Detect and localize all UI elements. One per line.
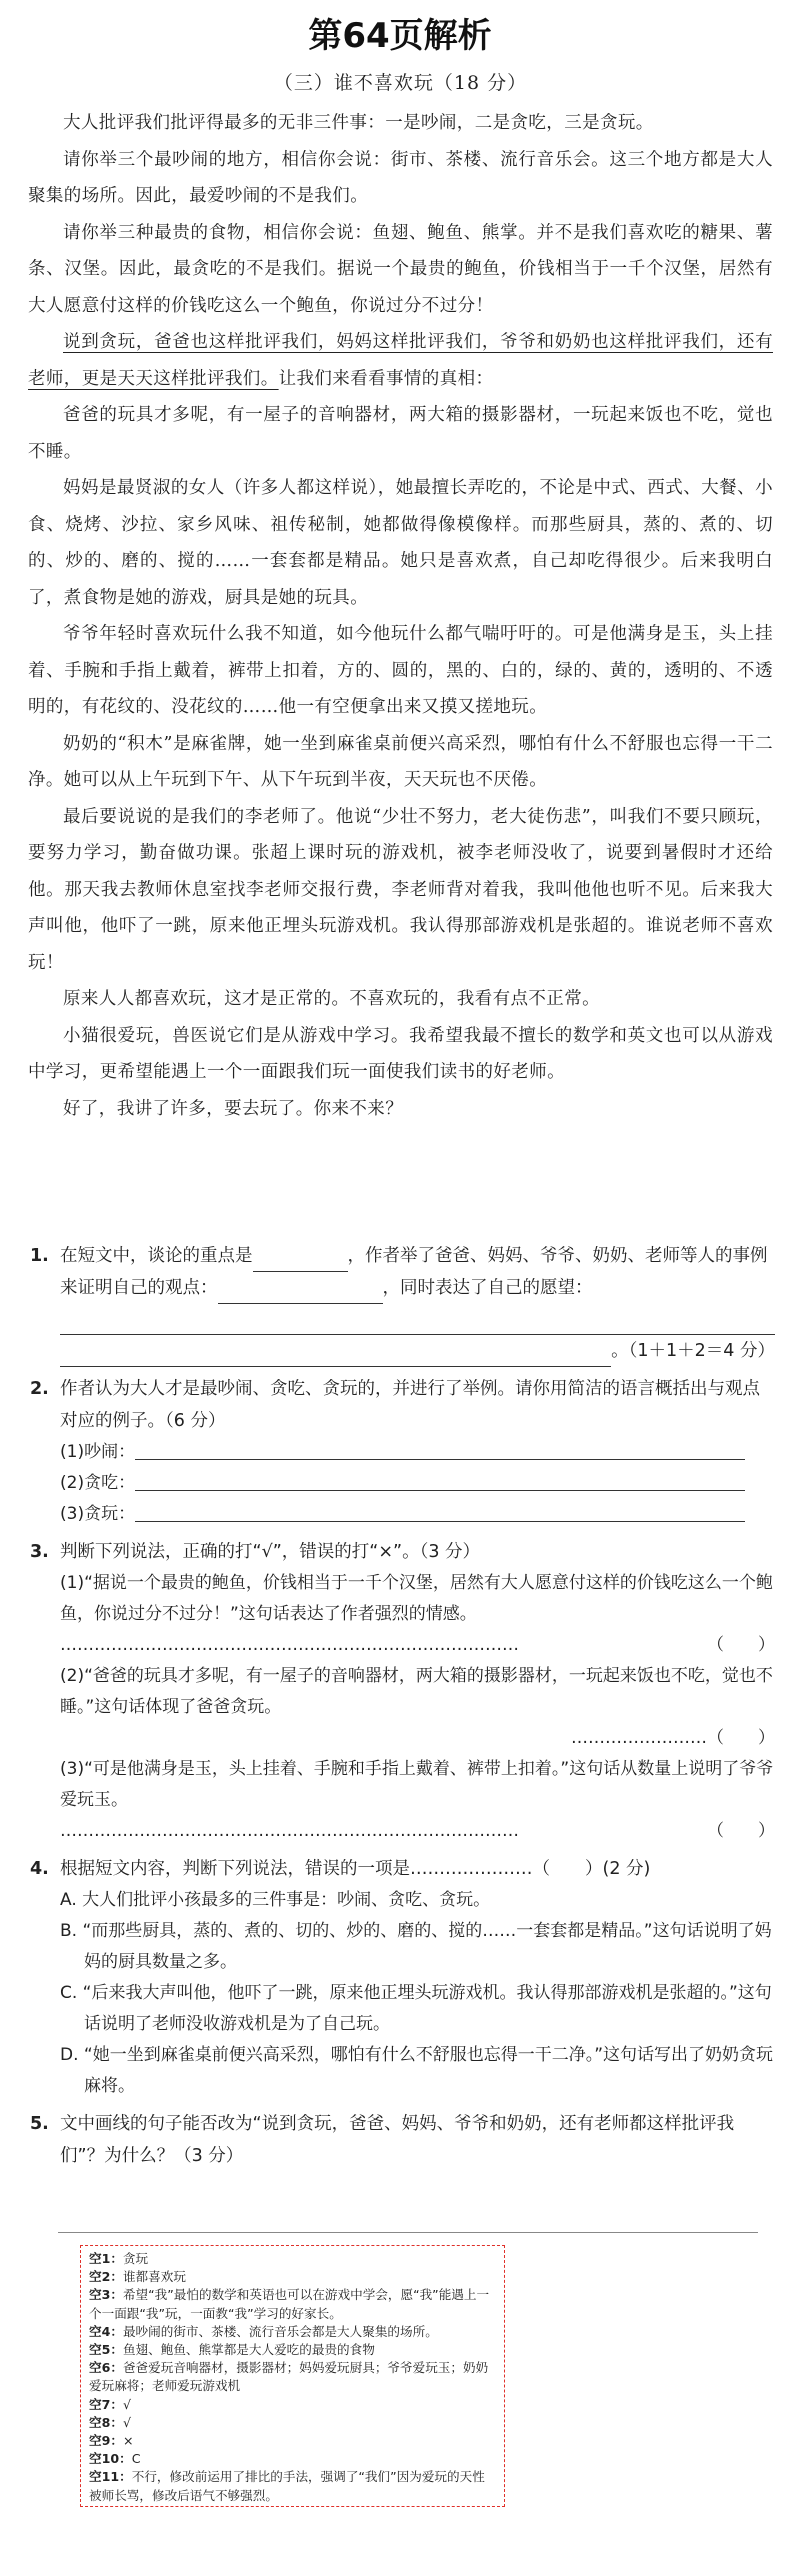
option-b[interactable]: B. “而那些厨具，蒸的、煮的、切的、炒的、磨的、搅的……一套套都是精品。”这句话说明了妈妈的厨具数量之多。 [60,1921,772,1972]
paragraph: 奶奶的“积木”是麻雀牌，她一坐到麻雀桌前便兴高采烈，哪怕有什么不舒服也忘得一干二净。她可以从上午玩到下午、从下午玩到半夜，天天玩也不厌倦。 [28,733,773,790]
answer-paren[interactable]: （ ）(2 分) [532,1859,651,1879]
option-c[interactable]: C. “后来我大声叫他，他吓了一跳，原来他正埋头玩游戏机。我认得那部游戏机是张超的。”这句话说明了老师没收游戏机是为了自己玩。 [60,1983,772,2034]
answer-key-box [80,2245,505,2507]
answer-item: 空8：√ [89,2414,131,2430]
answer-item: 空1：贪玩 [89,2251,149,2266]
question-text: 判断下列说法，正确的打“√”，错误的打“×”。（3 分） [60,1542,481,1562]
question-text: ，作者举了爸爸、妈妈、爷爷、奶奶、老师等人的事例来证明自己的观点： [60,1246,768,1298]
question-4 [30,1853,775,2102]
paragraph: 爷爷年轻时喜欢玩什么我不知道，如今他玩什么都气喘吁吁的。可是他满身是玉，头上挂着、手腕和手指上戴着，裤带上扣着，方的、圆的，黑的、白的，绿的、黄的，透明的、不透明的，有花纹的、没花纹的……他一有空便拿出来又摸又搓地玩。 [28,624,773,717]
page-title: 第64页解析 [308,16,492,56]
questions-section [30,1240,775,2178]
paragraph: 原来人人都喜欢玩，这才是正常的。不喜欢玩的，我看有点不正常。 [63,989,600,1009]
answer-item: 空4：最吵闹的街市、茶楼、流行音乐会都是大人聚集的场所。 [89,2323,438,2339]
question-2 [30,1373,775,1530]
sub-item: (2)“爸爸的玩具才多呢，有一屋子的音响器材，两大箱的摄影器材，一玩起来饭也不吃，觉也不睡。”这句话体现了爸爸贪玩。 [60,1666,773,1717]
paragraph: 最后要说说的是我们的李老师了。他说“少壮不努力，老大徒伤悲”，叫我们不要只顾玩，要努力学习，勤奋做功课。张超上课时玩的游戏机，被李老师没收了，说要到暑假时才还给他。那天我去教师休息室找李老师交报行费，李老师背对着我，我叫他他也听不见。后来我大声叫他，他吓了一跳，原来他正埋头玩游戏机。我认得那部游戏机是张超的。谁说老师不喜欢玩！ [28,806,773,973]
sub-item-label: (3)贪玩： [60,1504,136,1524]
answer-blank[interactable] [253,1249,348,1272]
paragraph: 妈妈是最贤淑的女人（许多人都这样说），她最擅长弄吃的，不论是中式、西式、大餐、小食、烧烤、沙拉、家乡风味、祖传秘制，她都做得像模像样。而那些厨具，蒸的、煮的、切的、炒的、磨的、搅的……一套套都是精品。她只是喜欢煮，自己却吃得很少。后来我明白了，煮食物是她的游戏，厨具是她的玩具。 [28,478,773,608]
answer-item: 空7：√ [89,2396,131,2412]
option-a[interactable]: A. 大人们批评小孩最多的三件事是：吵闹、贪吃、贪玩。 [60,1890,491,1910]
paragraph: 请你举三个最吵闹的地方，相信你会说：街市、茶楼、流行音乐会。这三个地方都是大人聚集的场所。因此，最爱吵闹的不是我们。 [28,149,773,206]
paragraph-rest: 让我们来看看事情的真相： [278,368,494,389]
sub-item: (3)“可是他满身是玉，头上挂着、手腕和手指上戴着、裤带上扣着。”这句话从数量上说明了爷爷爱玩玉。 [60,1759,774,1810]
option-d[interactable]: D. “她一坐到麻雀桌前便兴高采烈，哪怕有什么不舒服也忘得一干二净。”这句话写出了奶奶贪玩麻将。 [60,2045,774,2096]
underlined-sentence: 说到贪玩，爸爸也这样批评我们，妈妈这样批评我们，爷爷和奶奶也这样批评我们，还有老师，更是天天这样批评我们。 [28,332,773,389]
answer-blank[interactable] [135,1468,745,1491]
question-number: 4. [30,1859,49,1879]
question-1 [30,1240,775,1367]
answer-blank[interactable] [218,1281,383,1304]
answer-item: 空2：谁都喜欢玩 [89,2269,186,2285]
paragraph: 请你举三种最贵的食物，相信你会说：鱼翅、鲍鱼、熊掌。并不是我们喜欢吃的糖果、薯条、汉堡。因此，最贪吃的不是我们。据说一个最贵的鲍鱼，价钱相当于一千个汉堡，居然有大人愿意付这样的价钱吃这么一个鲍鱼，你说过分不过分！ [28,222,773,316]
paragraph: 大人批评我们批评得最多的无非三件事：一是吵闹，二是贪吃，三是贪玩。 [63,113,654,133]
question-number: 5. [30,2114,49,2134]
answer-line [58,2232,758,2233]
answer-line[interactable] [60,1304,775,1335]
question-text: 在短文中，谈论的重点是 [60,1246,253,1266]
answer-paren[interactable]: （ ） [707,1728,775,1748]
paragraph: 好了，我讲了许多，要去玩了。你来不来？ [63,1098,404,1119]
answer-blank[interactable] [135,1437,745,1460]
leader-dots: ……………………………………………………………………… [60,1821,519,1841]
answer-item: 空6：爸爸爱玩音响器材，摄影器材；妈妈爱玩厨具；爷爷爱玩玉；奶奶爱玩麻将；老师爱玩游戏机 [89,2360,489,2394]
reading-passage [28,68,773,1127]
answer-item: 空9：× [89,2433,134,2449]
sub-item: (1)“据说一个最贵的鲍鱼，价钱相当于一千个汉堡，居然有大人愿意付这样的价钱吃这么一个鲍鱼，你说过分不过分！”这句话表达了作者强烈的情感。 [60,1573,773,1624]
answer-item: 空5：鱼翅、鲍鱼、熊掌都是大人爱吃的最贵的食物 [89,2342,375,2358]
question-score: 。（1＋1＋2＝4 分） [611,1341,775,1361]
question-3 [30,1536,775,1847]
sub-item-label: (1)吵闹： [60,1442,136,1462]
answer-paren[interactable]: （ ） [707,1635,775,1655]
answer-paren[interactable]: （ ） [707,1821,775,1841]
leader-dots: …………………… [571,1728,707,1748]
question-text: 文中画线的句子能否改为“说到贪玩，爸爸、妈妈、爷爷和奶奶，还有老师都这样批评我们”？为什么？（3 分） [60,2114,735,2166]
section-title: （三）谁不喜欢玩（18 分） [273,72,528,94]
question-5 [30,2108,775,2172]
paragraph: 爸爸的玩具才多呢，有一屋子的音响器材，两大箱的摄影器材，一玩起来饭也不吃，觉也不睡。 [28,405,773,462]
paragraph: 小猫很爱玩，兽医说它们是从游戏中学习。我希望我最不擅长的数学和英文也可以从游戏中学习，更希望能遇上一个一面跟我们玩一面使我们读书的好老师。 [28,1025,773,1082]
answer-item: 空11：不行，修改前运用了排比的手法，强调了“我们”因为爱玩的天性被师长骂，修改后语气不够强烈。 [89,2469,485,2503]
question-text: 根据短文内容，判断下列说法，错误的一项是 [60,1859,410,1879]
answer-blank[interactable] [60,1340,611,1367]
leader-dots: ………………… [410,1859,533,1879]
answer-blank[interactable] [135,1499,745,1522]
leader-dots: ……………………………………………………………………… [60,1635,519,1655]
question-number: 1. [30,1246,49,1266]
question-text: 作者认为大人才是最吵闹、贪吃、贪玩的，并进行了举例。请你用简洁的语言概括出与观点对应的例子。（6 分） [60,1379,760,1431]
answer-item: 空3：希望“我”最怕的数学和英语也可以在游戏中学会，愿“我”能遇上一个一面跟“我”玩，一面教“我”学习的好家长。 [89,2287,490,2321]
sub-item-label: (2)贪吃： [60,1473,136,1493]
question-text: ，同时表达了自己的愿望： [382,1278,593,1298]
question-number: 2. [30,1379,49,1399]
underlined-paragraph [28,324,773,397]
answer-item: 空10：C [89,2451,141,2467]
question-number: 3. [30,1542,49,1562]
